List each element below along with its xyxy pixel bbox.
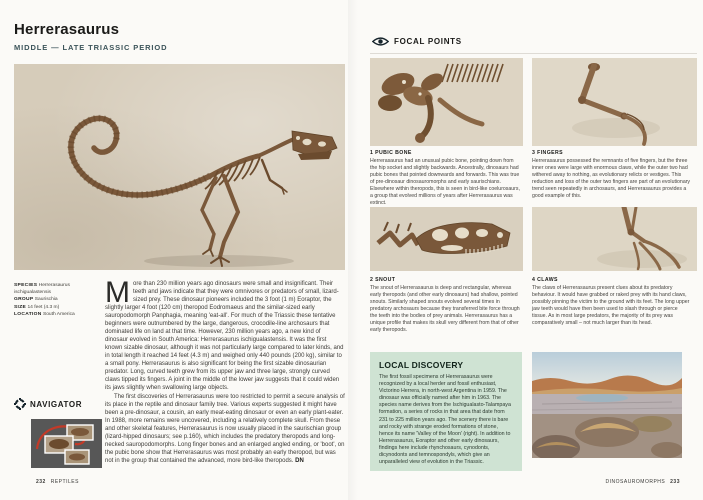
article-paragraph-2: The first discoveries of Herrerasaurus were too restricted to permit a secure analysis of its place in the reptile and dinosaur family tree. Various experts suggested it might have been a pre-dinosaur, a cousin, an early meat-eating dinosaur or even an early plant-eater. In 1988, more remains were uncovered, including a relatively complete skull. From these and other skeletal features, Herrerasaurus is now usually placed in the saurischian group (lizard-hipped dinosaurs; see p.160), which includes the predatory theropods and long-necked sauropodomorphs. Long finger bones and an enlarged angled ending, or 'boot', on the pubic bone show that Herrerasaurus was most probably an early theropod, but was not in the group that contained the advanced, more bird-like theropods. DN — [105, 394, 345, 464]
main-article-text — [105, 276, 345, 465]
focal-points-title: FOCAL POINTS — [394, 37, 462, 46]
pubic-bone-illustration — [370, 58, 523, 146]
claws-photo — [532, 207, 697, 271]
skull-snout-illustration — [370, 207, 523, 271]
author-initials: DN — [295, 458, 304, 464]
focal-point-3-text: Herrerasaurus possessed the remnants of five fingers, but the three inner ones were large with enormous claws, while the outer two had withered away to nothing, as evolutionary relicts or vestiges. This reduction and loss of the outer two fingers are part of an evolutionary trend seen repeatedly in archosaurs, and Herrerasaurus provides a good example of this. — [532, 158, 691, 199]
drop-cap: M — [105, 276, 130, 309]
section-name: REPTILES — [50, 479, 79, 485]
local-discovery-title: LOCAL DISCOVERY — [379, 360, 464, 370]
finger-bones-illustration — [532, 58, 697, 146]
section-name: DINOSAUROMORPHS — [605, 479, 666, 485]
herrerasaurus-skeleton-illustration — [14, 64, 345, 270]
article-paragraph-1: ore than 230 million years ago dinosaurs were small and insignificant. Their teeth and jaws indicate that they were omnivores or predators of small, lizard-sized prey. These dinosaur pioneers included the 3 foot (1 m) Eoraptor, the slightly larger 4 foot (120 cm) theropod Eodromaeus and the similar-sized early sauropodomorph Panphagia, meaning 'eat-all'. For much of the Triassic these tentative beginners were outnumbered by the large, dangerous, crocodile-line archosaurs that dominated life on land at that time. However, 230 million years ago, a new kind of dinosaur evolved in South America: Herrerasaurus ischigualastensis. It was the first known sizable dinosaur, although it was not particularly large compared to later kinds, and in total length it reached 14 feet (4.3 m) and weighed only 440 pounds (200 kg), similar to a small pony. Herrerasaurus is also significant for being the first sizable dinosaurian predator. Long, curved teeth grew from its upper jaw and three large, strongly curved claws tipped its fingers. A joint in the middle of the lower jaw suggests that it could widen its jaws slightly when swallowing large objects. — [105, 281, 344, 391]
focal-point-2 — [370, 277, 522, 334]
species-row: GROUP Saurischia — [14, 297, 58, 303]
fingers-photo — [532, 58, 697, 146]
focal-point-1-title: 1 PUBIC BONE — [370, 150, 412, 156]
species-fact-panel — [14, 283, 100, 320]
left-page-footer — [36, 479, 82, 485]
focal-point-2-text: The snout of Herrerasaurus is deep and rectangular, whereas early theropods (and other early dinosaurs) had shallow, pointed snouts. Similarly shaped snouts evolved several times in predatory archosaurs because they transferred bite force through the teeth into the bodies of prey animals. Herrerasaurus has a unique profile that makes its skull very different from that of other early theropods. — [370, 285, 520, 333]
focal-point-3 — [532, 150, 694, 200]
focal-point-4-title: 4 CLAWS — [532, 277, 558, 283]
navigator-section — [14, 398, 82, 410]
focal-point-4-text: The claws of Herrerasaurus present clues about its predatory behaviour. It would have grabbed or raked prey with its hand claws, possibly pinning the victim to the ground with its feet. The long upper jaw teeth would have then been used to slash through or pierce tissue. As in most large predators, the majority of its prey was comparatively small – not much larger than its head. — [532, 285, 690, 326]
header-rule — [370, 53, 697, 54]
valley-of-the-moon-photo — [532, 352, 682, 458]
viewfinder-icon — [14, 398, 26, 410]
fossil-skeleton-photo — [14, 64, 345, 270]
focal-point-4 — [532, 277, 694, 327]
hand-claws-illustration — [532, 207, 697, 271]
page-subtitle: MIDDLE — LATE TRIASSIC PERIOD — [14, 43, 168, 52]
species-row: SPECIES Herrerasaurus ischigualastensis — [14, 283, 70, 295]
pubic-bone-photo — [370, 58, 523, 146]
page-title: Herrerasaurus — [14, 21, 120, 38]
page-number: 232 — [36, 479, 46, 485]
focal-point-1 — [370, 150, 522, 207]
local-discovery-box — [370, 352, 522, 471]
navigator-diagram — [31, 419, 102, 468]
desert-landscape-illustration — [532, 352, 682, 458]
right-page-footer — [603, 479, 680, 485]
page-gutter — [348, 0, 358, 500]
local-discovery-text: The first fossil specimens of Herrerasaurus were recognized by a local herder and fossil enthusiast, Victorino Herrera, in north-west Argentina in 1959. The dinosaur was officially named after him in 1963. The species name derives from the Ischigualasto-Talampaya formation, a series of rocks in that area that date from 231 to 225 million years ago. The scenery there is bare and rocky with strange eroded formations of stone, hence its name 'Valley of the Moon' (right). In addition to Herrerasaurus, Eoraptor and other early dinosaurs, findings here include rhynchosaurs, cynodonts, dicynodonts and temnospondyls, which give an unparalleled view of evolution in the Triassic. — [379, 374, 511, 466]
snout-photo — [370, 207, 523, 271]
navigator-map-thumbnail — [31, 419, 102, 468]
species-row: LOCATION South America — [14, 312, 75, 318]
species-row: SIZE 14 feet (4.3 m) — [14, 304, 60, 310]
eye-icon — [372, 36, 389, 47]
focal-points-header — [372, 36, 462, 47]
page-number: 233 — [670, 479, 680, 485]
focal-point-2-title: 2 SNOUT — [370, 277, 396, 283]
focal-point-1-text: Herrerasaurus had an unusual pubic bone, pointing down from the hip socket and slightly backwards. Ancestrally, dinosaurs had pubic bones that pointed downwards and forwards. This was true of pre-dinosaur dinosauromorphs and early saurischians. Elsewhere within theropods, this is seen in bird-like coelurosaurs, a group that evolved millions of years after Herrerasaurus was extinct. — [370, 158, 520, 206]
navigator-label: NAVIGATOR — [30, 399, 83, 409]
focal-point-3-title: 3 FINGERS — [532, 150, 563, 156]
